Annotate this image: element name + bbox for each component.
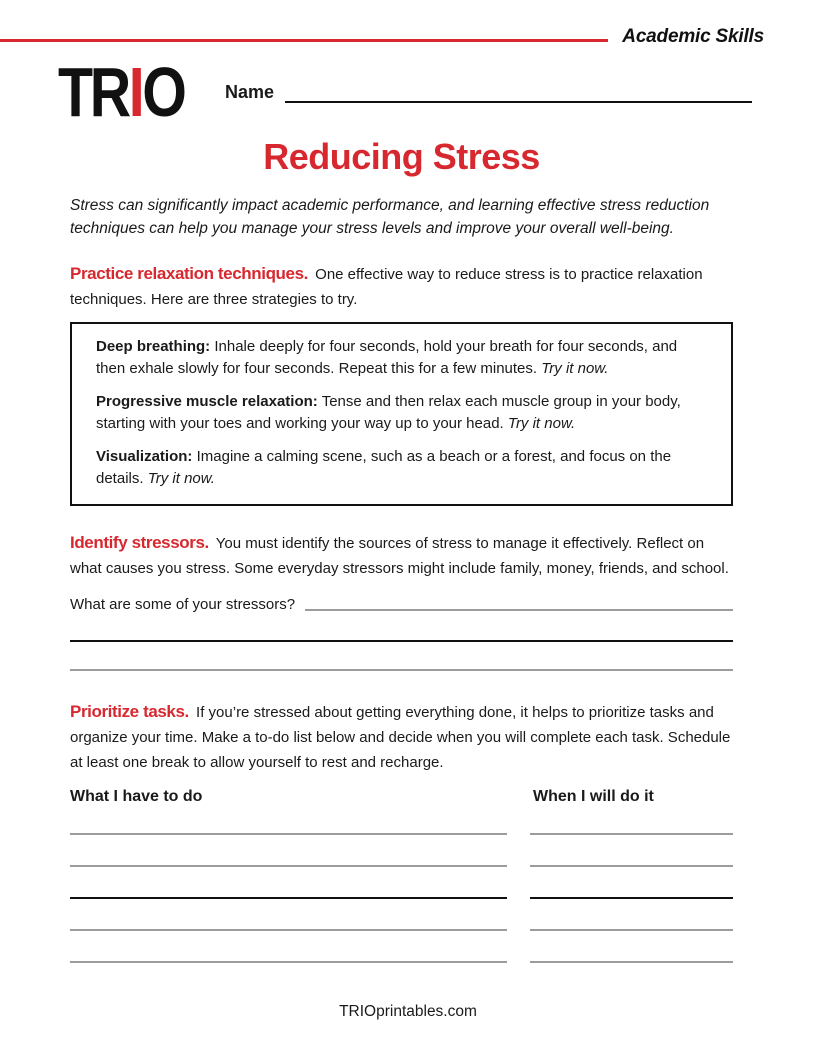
task-writing-line [70, 807, 507, 835]
when-writing-line [530, 931, 733, 963]
task-row [70, 867, 733, 899]
technique-term: Progressive muscle relaxation: [96, 393, 318, 410]
stressors-writing-line [70, 613, 733, 642]
todo-table-headers [70, 787, 733, 807]
technique-item-muscle-relaxation [96, 391, 707, 435]
relaxation-paragraph [70, 261, 733, 312]
when-writing-line [530, 899, 733, 931]
relaxation-body: One effective way to reduce stress is to practice relaxation techniques. Here are three strategies to try. [70, 266, 703, 308]
task-row [70, 835, 733, 867]
logo-accent-letter: I [128, 53, 142, 131]
footer-text: TRIOprintables.com [339, 1003, 477, 1020]
prioritize-paragraph [70, 699, 733, 775]
when-writing-line [530, 867, 733, 899]
stressors-paragraph [70, 530, 733, 581]
technique-term: Deep breathing: [96, 338, 211, 355]
relaxation-heading: Practice relaxation techniques. [70, 264, 308, 283]
stressors-heading: Identify stressors. [70, 533, 209, 552]
try-it-now-text: Try it now. [147, 470, 215, 487]
when-writing-line [530, 835, 733, 867]
worksheet-content [70, 136, 733, 963]
technique-item-visualization [96, 446, 707, 490]
task-row [70, 899, 733, 931]
prioritize-body: If you’re stressed about getting everything done, it helps to prioritize tasks and organize your time. Make a to-do list below and decide when you will complete each task. Schedule at least one break to allow yourself to rest and recharge. [70, 704, 731, 771]
technique-desc: Tense and then relax each muscle group in your body, starting with your toes and working your way up to your head. [96, 393, 681, 432]
logo-part1: TR [58, 53, 128, 131]
trio-logo [58, 53, 184, 131]
technique-term: Visualization: [96, 448, 193, 465]
todo-header-when: When I will do it [533, 788, 654, 805]
stressors-writing-line [70, 642, 733, 671]
task-row [70, 931, 733, 963]
name-blank-line [285, 101, 752, 103]
todo-header-tasks: What I have to do [70, 788, 203, 805]
stressors-question-label: What are some of your stressors? [70, 596, 296, 613]
stressors-answer-line [305, 609, 733, 611]
when-writing-line [530, 807, 733, 835]
header-divider-rule [0, 39, 608, 42]
task-writing-line [70, 867, 507, 899]
task-writing-line [70, 931, 507, 963]
stressors-question-row [70, 589, 733, 613]
stressors-body: You must identify the sources of stress to manage it effectively. Reflect on what causes you stress. Some everyday stressors might include family, money, friends, and school. [70, 535, 729, 577]
technique-desc: Inhale deeply for four seconds, hold your breath for four seconds, and then exhale slowly for four seconds. Repeat this for a few minutes. [96, 338, 678, 377]
page-title: Reducing Stress [263, 136, 540, 177]
try-it-now-text: Try it now. [541, 360, 609, 377]
technique-item-deep-breathing [96, 336, 707, 380]
techniques-box [70, 322, 733, 506]
try-it-now-text: Try it now. [507, 415, 576, 432]
task-row [70, 807, 733, 835]
category-label: Academic Skills [622, 26, 764, 47]
intro-text: Stress can significantly impact academic performance, and learning effective stress reduction techniques can help you manage your stress levels and improve your overall well-being. [70, 197, 710, 237]
task-writing-line [70, 835, 507, 867]
technique-desc: Imagine a calming scene, such as a beach or a forest, and focus on the details. [96, 448, 672, 487]
name-label: Name [225, 82, 275, 102]
prioritize-heading: Prioritize tasks. [70, 702, 189, 721]
task-writing-line [70, 899, 507, 931]
logo-part2: O [142, 53, 184, 131]
